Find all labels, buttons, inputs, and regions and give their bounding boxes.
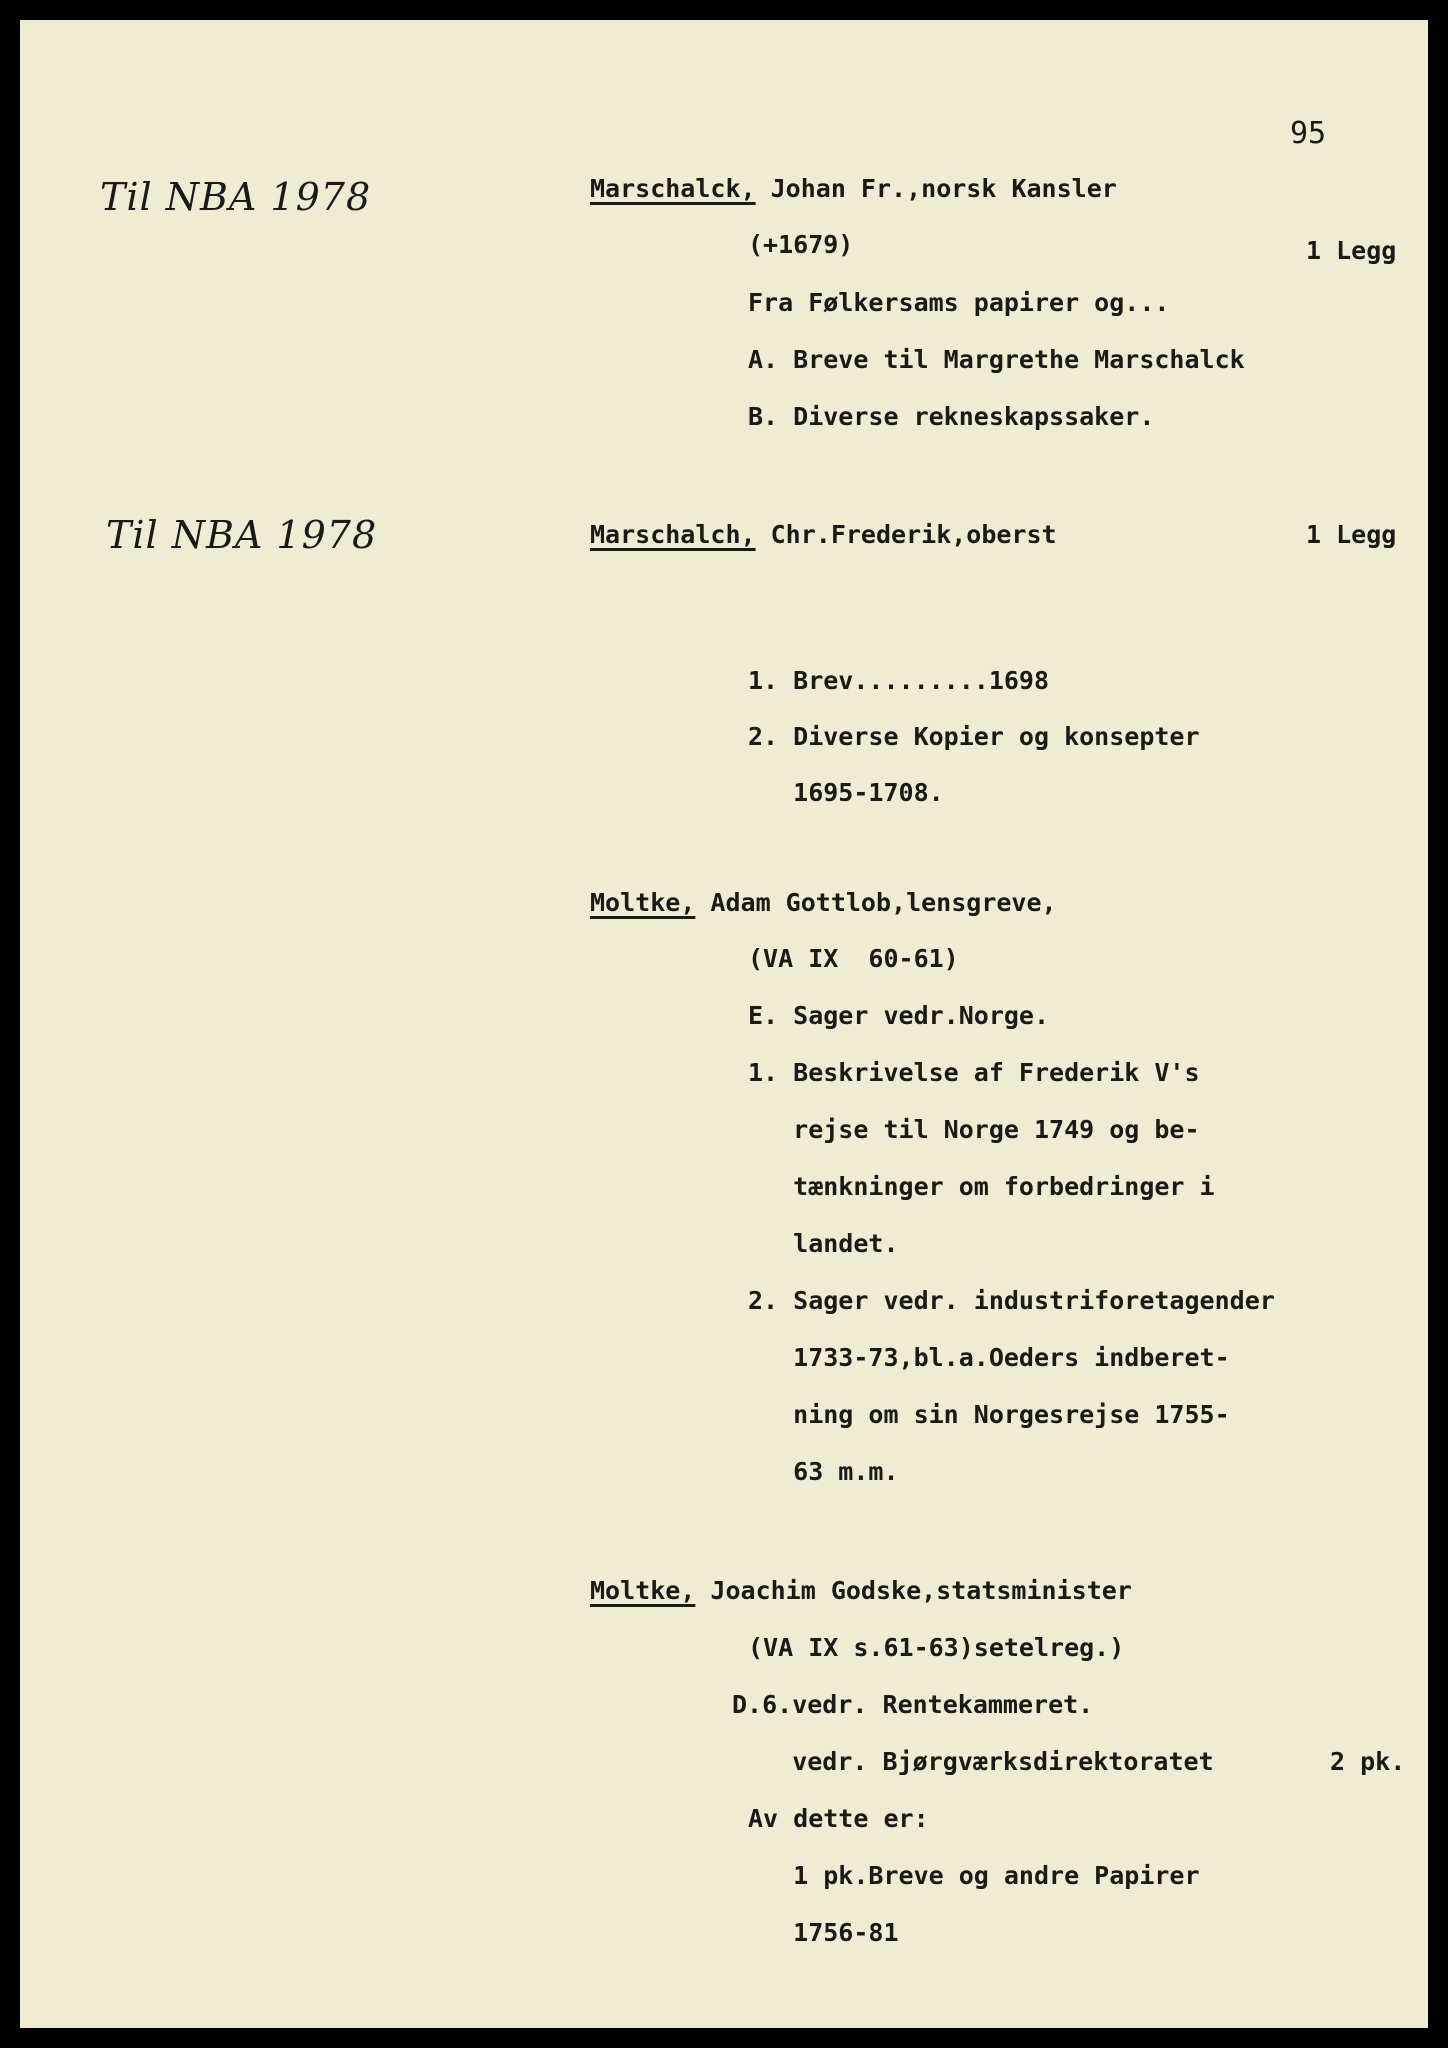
entry-3-name: Moltke, — [590, 888, 696, 917]
entry-1-line-4: B. Diverse rekneskapssaker. — [748, 402, 1155, 431]
entry-4-line-5: 1 pk.Breve og andre Papirer — [748, 1861, 1200, 1890]
entry-4-heading — [590, 1578, 1132, 1603]
entry-3-line-2: E. Sager vedr.Norge. — [748, 1001, 1050, 1030]
entry-2-count: 1 Legg — [1306, 520, 1397, 549]
entry-3-description: Adam Gottlob,lensgreve, — [695, 888, 1057, 917]
document-page — [20, 20, 1428, 2028]
entry-1-line-2: Fra Følkersams papirer og... — [748, 288, 1170, 317]
entry-2-line-3: 1695-1708. — [748, 778, 944, 807]
entry-4-description: Joachim Godske,statsminister — [695, 1576, 1132, 1605]
archive-annotation-2: Til NBA 1978 — [106, 513, 378, 557]
entry-3-line-6: landet. — [748, 1229, 899, 1258]
entry-2-heading — [590, 522, 1057, 547]
page-number: 95 — [1290, 116, 1327, 151]
entry-1-description: Johan Fr.,norsk Kansler — [755, 174, 1117, 203]
entry-4-line-3: vedr. Bjørgværksdirektoratet — [732, 1747, 1214, 1776]
entry-1-count: 1 Legg — [1306, 236, 1397, 265]
entry-4-count: 2 pk. — [1330, 1747, 1406, 1776]
entry-3-line-7: 2. Sager vedr. industriforetagender — [748, 1286, 1275, 1315]
entry-1-heading — [590, 176, 1117, 201]
entry-3-line-9: ning om sin Norgesrejse 1755- — [748, 1400, 1230, 1429]
entry-1-name: Marschalck, — [590, 174, 756, 203]
entry-4-name: Moltke, — [590, 1576, 696, 1605]
entry-2-name: Marschalch, — [590, 520, 756, 549]
entry-3-line-4: rejse til Norge 1749 og be- — [748, 1115, 1200, 1144]
entry-2-description: Chr.Frederik,oberst — [755, 520, 1057, 549]
entry-3-line-3: 1. Beskrivelse af Frederik V's — [748, 1058, 1200, 1087]
entry-3-line-8: 1733-73,bl.a.Oeders indberet- — [748, 1343, 1230, 1372]
entry-2-line-2: 2. Diverse Kopier og konsepter — [748, 722, 1200, 751]
entry-2-line-1: 1. Brev.........1698 — [748, 666, 1050, 695]
entry-4-line-2: D.6.vedr. Rentekammeret. — [732, 1690, 1094, 1719]
entry-4-line-1: (VA IX s.61-63)setelreg.) — [748, 1633, 1125, 1662]
entry-3-line-10: 63 m.m. — [748, 1457, 899, 1486]
archive-annotation-1: Til NBA 1978 — [100, 175, 372, 219]
entry-1-line-3: A. Breve til Margrethe Marschalck — [748, 345, 1245, 374]
entry-1-line-1: (+1679) — [748, 230, 854, 259]
entry-3-heading — [590, 890, 1057, 915]
entry-4-line-4: Av dette er: — [748, 1804, 929, 1833]
entry-3-line-5: tænkninger om forbedringer i — [748, 1172, 1215, 1201]
entry-3-line-1: (VA IX 60-61) — [748, 944, 959, 973]
entry-4-line-6: 1756-81 — [748, 1918, 899, 1947]
